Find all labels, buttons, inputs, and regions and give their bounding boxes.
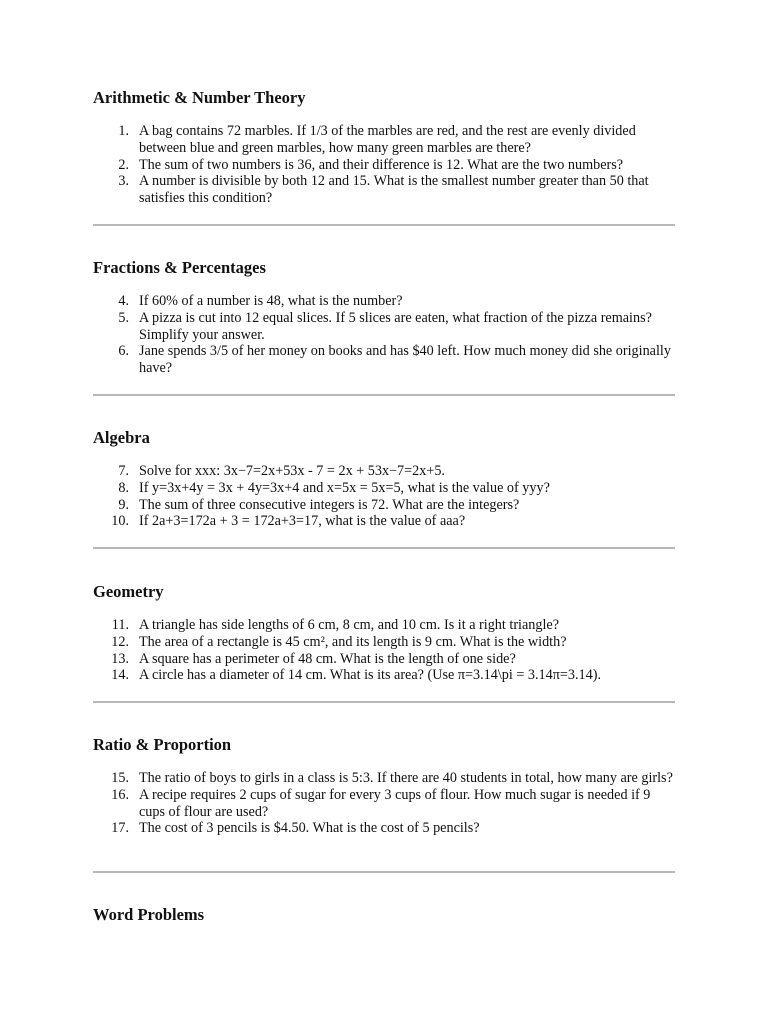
section-divider (93, 871, 675, 873)
question-item (93, 634, 675, 651)
question-number: 6. (118, 343, 129, 360)
section-title: Geometry (93, 582, 164, 601)
question-text: A triangle has side lengths of 6 cm, 8 cm, and 10 cm. Is it a right triangle? (139, 617, 560, 633)
question-text: A bag contains 72 marbles. If 1/3 of the marbles are red, and the rest are evenly divided between blue and green marbles, how many green marbles are there? (139, 123, 636, 156)
question-text: The area of a rectangle is 45 cm², and its length is 9 cm. What is the width? (139, 633, 567, 650)
question-item (93, 787, 675, 821)
question-number: 16. (111, 786, 129, 803)
question-text: If y=3x+4y = 3x + 4y=3x+4 and x=5x = 5x=5, what is the value of yyy? (139, 479, 550, 496)
question-number: 17. (111, 820, 129, 837)
question-number: 12. (111, 633, 129, 650)
question-number: 5. (118, 309, 129, 326)
section-title: Fractions & Percentages (93, 258, 266, 277)
question-item (93, 343, 675, 377)
question-number: 14. (111, 667, 129, 684)
question-item (93, 310, 675, 344)
question-item (93, 651, 675, 668)
question-text: A circle has a diameter of 14 cm. What is its area? (Use π=3.14\pi = 3.14π=3.14). (139, 667, 601, 684)
question-number: 1. (118, 123, 129, 139)
question-text: A recipe requires 2 cups of sugar for every 3 cups of flour. How much sugar is needed if 9 cups of flour are used? (139, 786, 651, 820)
section-divider (93, 224, 675, 226)
question-number: 7. (118, 463, 129, 479)
question-number: 13. (111, 650, 129, 667)
question-text: If 2a+3=172a + 3 = 172a+3=17, what is the value of aaa? (139, 513, 466, 530)
question-text: The ratio of boys to girls in a class is 5:3. If there are 40 students in total, how many are girls? (139, 770, 673, 786)
question-text: A number is divisible by both 12 and 15. What is the smallest number greater than 50 that satisfies this condition? (139, 173, 649, 207)
question-number: 15. (111, 770, 129, 786)
question-number: 3. (118, 173, 129, 190)
question-text: If 60% of a number is 48, what is the number? (139, 293, 403, 309)
question-number: 10. (111, 513, 129, 530)
question-number: 4. (118, 293, 129, 309)
question-number: 9. (118, 496, 129, 513)
question-item (93, 173, 675, 207)
question-list (93, 463, 675, 530)
section-title: Ratio & Proportion (93, 735, 232, 754)
question-text: A square has a perimeter of 48 cm. What is the length of one side? (139, 650, 516, 667)
question-item (93, 770, 675, 787)
section-title: Algebra (93, 428, 150, 447)
section-title: Arithmetic & Number Theory (93, 88, 306, 107)
section-divider (93, 547, 675, 549)
question-text: Solve for xxx: 3x−7=2x+53x - 7 = 2x + 53x−7=2x+5. (139, 463, 445, 479)
section-divider (93, 701, 675, 703)
question-list (93, 770, 675, 837)
section-title: Word Problems (93, 905, 205, 924)
question-item (93, 497, 675, 514)
question-item (93, 463, 675, 480)
question-list (93, 617, 675, 684)
question-list (93, 123, 675, 207)
question-text: The sum of three consecutive integers is 72. What are the integers? (139, 496, 520, 513)
question-list (93, 293, 675, 377)
question-item (93, 617, 675, 634)
question-item (93, 667, 675, 684)
question-item (93, 480, 675, 497)
section-divider (93, 394, 675, 396)
question-text: Jane spends 3/5 of her money on books and has $40 left. How much money did she originally have? (139, 343, 671, 377)
question-text: The sum of two numbers is 36, and their difference is 12. What are the two numbers? (139, 156, 624, 173)
question-item (93, 820, 675, 837)
question-number: 11. (111, 617, 129, 633)
question-text: A pizza is cut into 12 equal slices. If 5 slices are eaten, what fraction of the pizza remains? Simplify your answer. (139, 309, 652, 343)
question-number: 8. (118, 479, 129, 496)
question-item (93, 123, 675, 157)
question-item (93, 157, 675, 174)
question-item (93, 513, 675, 530)
question-number: 2. (118, 156, 129, 173)
question-item (93, 293, 675, 310)
question-text: The cost of 3 pencils is $4.50. What is the cost of 5 pencils? (139, 820, 480, 837)
